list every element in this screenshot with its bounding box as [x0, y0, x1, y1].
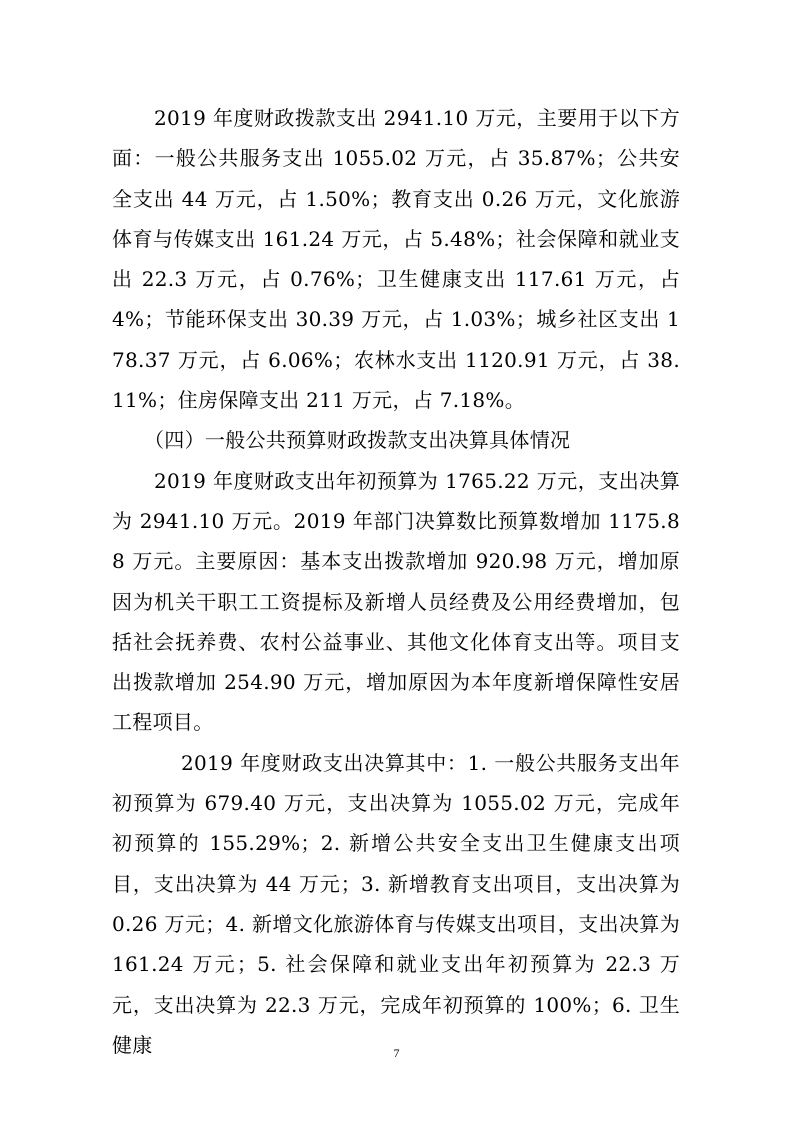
paragraph-expenditure-summary: 2019 年度财政拨款支出 2941.10 万元，主要用于以下方面：一般公共服务支出 1055.02 万元，占 35.87%；公共安全支出 44 万元，占 1.50%；教育支出 0.26 万元，文化旅游体育与传媒支出 161.24 万元，占 5.48%；社会保障和就业支出 22.3 万元，占 0.76%；卫生健康支出 117.61 万元，占 4%；节能环保支出 30.39 万元，占 1.03%；城乡社区支出 178.37 万元，占 6.06%；农林水支出 1120.91 万元，占 38.11%；住房保障支出 211 万元，占 7.18%。 — [112, 106, 680, 413]
paragraph-budget-comparison: 2019 年度财政支出年初预算为 1765.22 万元，支出决算为 2941.10 万元。2019 年部门决算数比预算数增加 1175.88 万元。主要原因：基本支出拨款增加 920.98 万元，增加原因为机关干职工工资提标及新增人员经费及公用经费增加，包括社会抚养费、农村公益事业、其他文化体育支出等。项目支出拨款增加 254.90 万元，增加原因为本年度新增保障性安居工程项目。 — [112, 468, 680, 735]
paragraph-expenditure-details: 2019 年度财政支出决算其中：1. 一般公共服务支出年初预算为 679.40 万元，支出决算为 1055.02 万元，完成年初预算的 155.29%；2. 新增公共安全支出卫生健康支出项目，支出决算为 44 万元；3. 新增教育支出项目，支出决算为 0.26 万元；4. 新增文化旅游体育与传媒支出项目，支出决算为 161.24 万元；5. 社会保障和就业支出年初预算为 22.3 万元，支出决算为 22.3 万元，完成年初预算的 100%；6. 卫生健康 — [112, 750, 680, 1057]
page-number: 7 — [393, 1046, 400, 1060]
section-heading: （四）一般公共预算财政拨款支出决算具体情况 — [144, 428, 571, 453]
document-body — [112, 98, 680, 1065]
